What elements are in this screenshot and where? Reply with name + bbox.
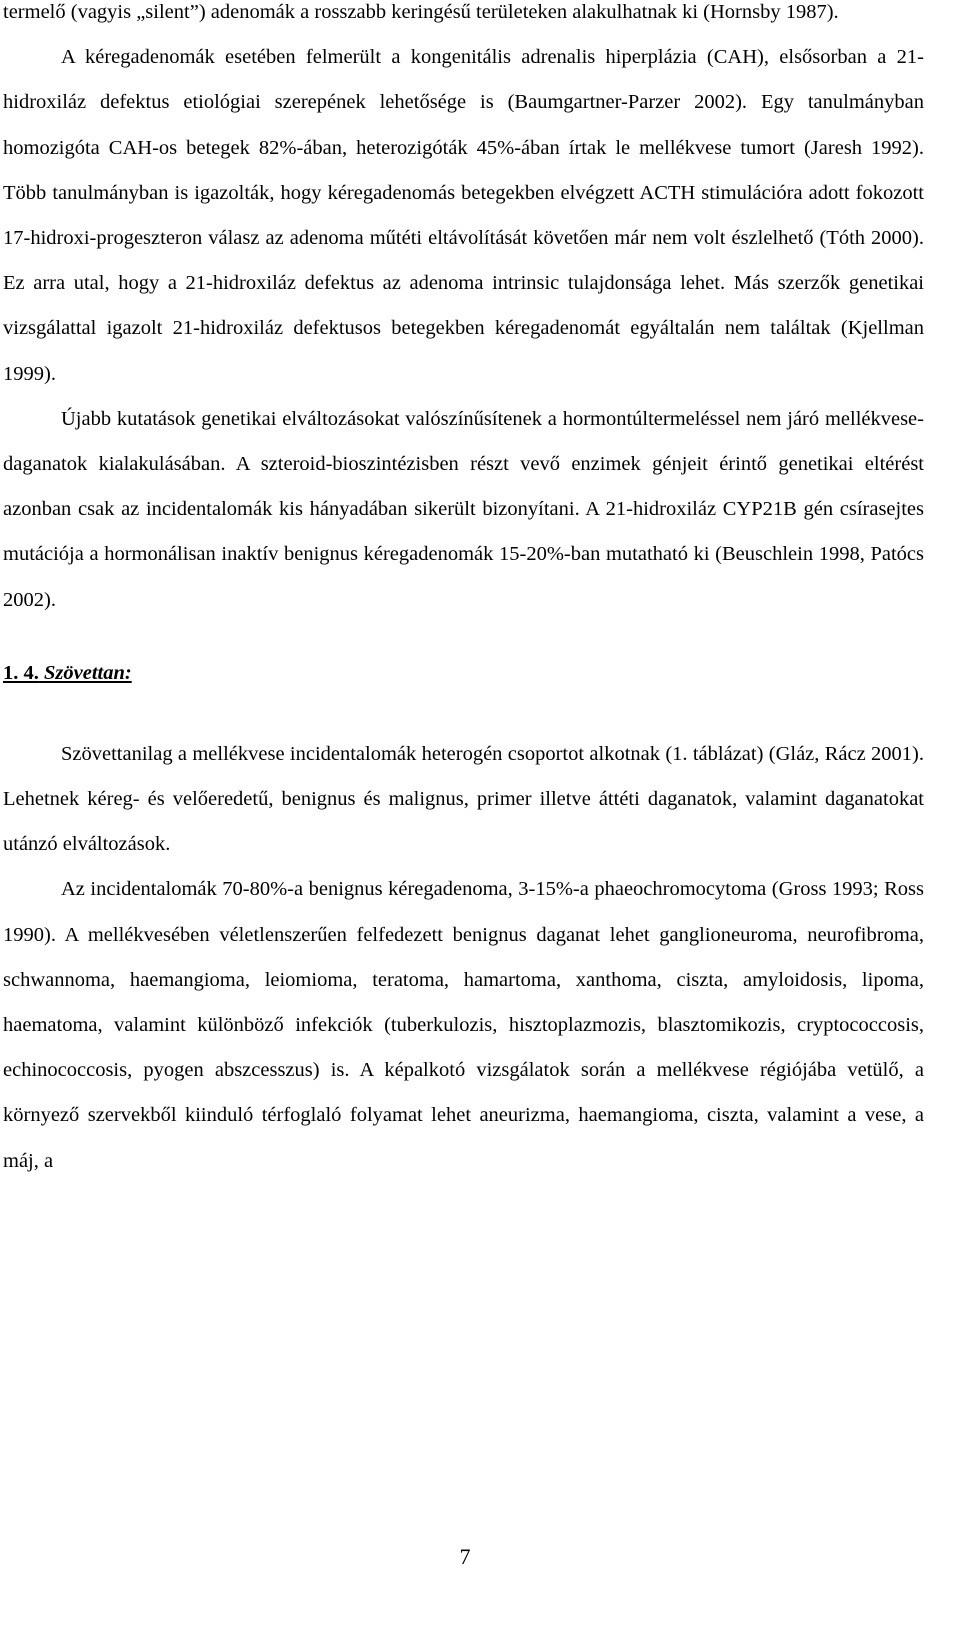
section-number: 1. 4.: [3, 661, 39, 684]
section-heading: [3, 661, 924, 685]
paragraph-incidentaloma: Az incidentalomák 70-80%-a benignus kéregadenoma, 3-15%-a phaeochromocytoma (Gross 1993; Ross 1990). A mellékvesében véletlenszerűen felfedezett benignus daganat lehet ganglioneuroma, neurofibroma, schwannoma, haemangioma, leiomioma, teratoma, hamartoma, xanthoma, ciszta, amyloidosis, lipoma, haematoma, valamint különböző infekciók (tuberkulozis, hisztoplazmozis, blasztomikozis, cryptococcosis, echinococcosis, pyogen abszcesszus) is. A képalkotó vizsgálatok során a mellékvese régiójába vetülő, a környező szervekből kiinduló térfoglaló folyamat lehet aneurizma, haemangioma, ciszta, valamint a vese, a máj, a: [3, 878, 924, 1172]
section-title: Szövettan:: [44, 661, 132, 684]
paragraph-histology: Szövettanilag a mellékvese incidentalomák heterogén csoportot alkotnak (1. táblázat) (Gláz, Rácz 2001). Lehetnek kéreg- és velőeredetű, benignus és malignus, primer illetve áttéti daganatok, valamint daganatokat utánzó elváltozások.: [3, 742, 924, 856]
page-number: 7: [459, 1544, 471, 1569]
body-text: [3, 0, 924, 1184]
paragraph-genetics: Újabb kutatások genetikai elváltozásokat valószínűsítenek a hormontúltermeléssel nem járó mellékvese-daganatok kialakulásában. A szteroid-bioszintézisben részt vevő enzimek génjeit érintő genetikai eltérést azonban csak az incidentalomák kis hányadában sikerült bizonyítani. A 21-hidroxiláz CYP21B gén csírasejtes mutációja a hormonálisan inaktív benignus kéregadenomák 15-20%-ban mutatható ki (Beuschlein 1998, Patócs 2002).: [3, 407, 924, 611]
paragraph-cah: A kéregadenomák esetében felmerült a kongenitális adrenalis hiperplázia (CAH), elsősorban a 21-hidroxiláz defektus etiológiai szerepének lehetősége is (Baumgartner-Parzer 2002). Egy tanulmányban homozigóta CAH-os betegek 82%-ában, heterozigóták 45%-ában írtak le mellékvese tumort (Jaresh 1992). Több tanulmányban is igazolták, hogy kéregadenomás betegekben elvégzett ACTH stimulációra adott fokozott 17-hidroxi-progeszteron válasz az adenoma műtéti eltávolítását követően már nem volt észlelhető (Tóth 2000). Ez arra utal, hogy a 21-hidroxiláz defektus az adenoma intrinsic tulajdonsága lehet. Más szerzők genetikai vizsgálattal igazolt 21-hidroxiláz defektusos betegekben kéregadenomát egyáltalán nem találtak (Kjellman 1999).: [3, 46, 924, 385]
paragraph-continuation: termelő (vagyis „silent”) adenomák a rosszabb keringésű területeken alakulhatnak ki (Hornsby 1987).: [3, 1, 839, 23]
